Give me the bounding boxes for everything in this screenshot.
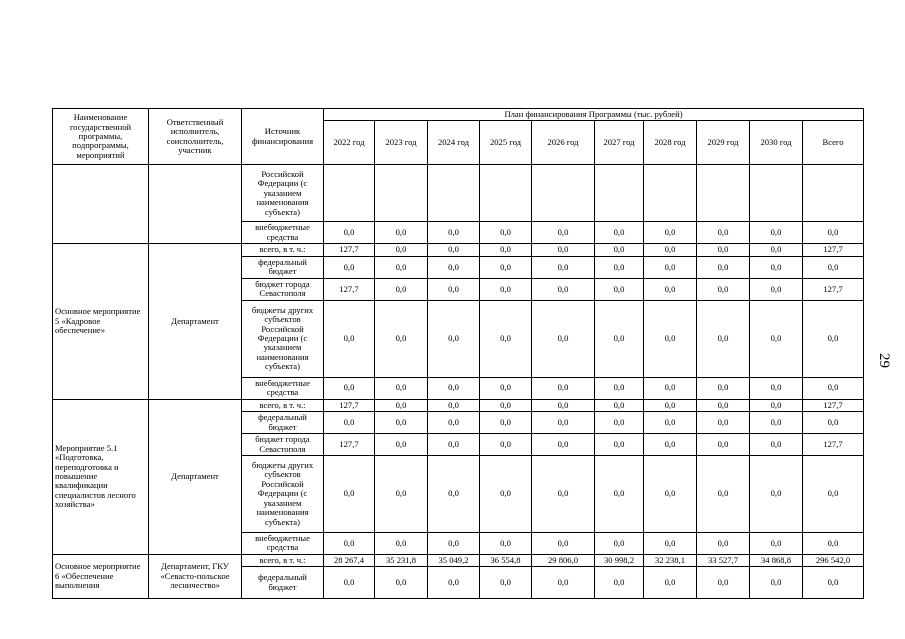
year-value-cell: 0,0 (697, 399, 750, 411)
year-value-cell: 0,0 (480, 222, 532, 244)
total-value-cell: 0,0 (803, 222, 864, 244)
table-row (53, 244, 864, 256)
funding-source-cell: бюджеты других субъектов Российской Федерации (с указанием наименования субъекта) (242, 455, 324, 532)
total-value-cell: 0,0 (803, 256, 864, 278)
year-value-cell: 0,0 (697, 412, 750, 434)
total-value-cell: 0,0 (803, 455, 864, 532)
year-value-cell: 0,0 (750, 244, 803, 256)
year-value-cell: 0,0 (428, 455, 480, 532)
year-value-cell: 0,0 (532, 412, 595, 434)
year-value-cell: 0,0 (532, 434, 595, 456)
funding-source-cell: Российской Федерации (с указанием наименования субъекта) (242, 165, 324, 222)
year-value-cell: 127,7 (324, 278, 375, 300)
table-row (53, 554, 864, 566)
funding-source-cell: федеральный бюджет (242, 256, 324, 278)
year-value-cell (697, 165, 750, 222)
year-value-cell: 0,0 (644, 256, 697, 278)
program-name-cell: Основное мероприятие 6 «Обеспечение выполнения (53, 554, 149, 598)
year-value-cell: 0,0 (324, 412, 375, 434)
year-value-cell (324, 165, 375, 222)
responsible-cell: Департамент (149, 244, 242, 399)
header-program: Наименование государственной программы, подпрограммы, мероприятий (53, 109, 149, 165)
header-year: 2025 год (480, 121, 532, 165)
year-value-cell (532, 165, 595, 222)
table-body (53, 165, 864, 599)
year-value-cell: 0,0 (428, 434, 480, 456)
year-value-cell: 0,0 (697, 455, 750, 532)
year-value-cell: 0,0 (644, 532, 697, 554)
year-value-cell: 0,0 (532, 256, 595, 278)
year-value-cell: 0,0 (697, 377, 750, 399)
year-value-cell: 0,0 (324, 532, 375, 554)
year-value-cell: 0,0 (532, 455, 595, 532)
year-value-cell: 0,0 (750, 278, 803, 300)
year-value-cell: 0,0 (644, 300, 697, 377)
year-value-cell: 0,0 (595, 222, 644, 244)
year-value-cell: 0,0 (428, 412, 480, 434)
year-value-cell: 0,0 (750, 455, 803, 532)
year-value-cell (750, 165, 803, 222)
year-value-cell: 0,0 (750, 399, 803, 411)
year-value-cell: 0,0 (750, 567, 803, 599)
year-value-cell: 36 554,8 (480, 554, 532, 566)
total-value-cell: 127,7 (803, 278, 864, 300)
header-year: 2026 год (532, 121, 595, 165)
total-value-cell: 0,0 (803, 532, 864, 554)
header-year: 2027 год (595, 121, 644, 165)
year-value-cell: 0,0 (375, 532, 428, 554)
year-value-cell: 0,0 (697, 532, 750, 554)
year-value-cell: 0,0 (375, 567, 428, 599)
year-value-cell: 0,0 (480, 532, 532, 554)
year-value-cell: 0,0 (428, 399, 480, 411)
header-year: 2022 год (324, 121, 375, 165)
year-value-cell: 0,0 (324, 377, 375, 399)
funding-source-cell: всего, в т. ч.: (242, 399, 324, 411)
year-value-cell: 0,0 (428, 278, 480, 300)
year-value-cell: 0,0 (532, 300, 595, 377)
year-value-cell: 0,0 (375, 278, 428, 300)
funding-source-cell: внебюджетные средства (242, 377, 324, 399)
year-value-cell: 0,0 (324, 300, 375, 377)
year-value-cell: 0,0 (644, 567, 697, 599)
year-value-cell: 0,0 (697, 222, 750, 244)
year-value-cell: 0,0 (375, 412, 428, 434)
year-value-cell: 28 267,4 (324, 554, 375, 566)
funding-source-cell: всего, в т. ч.: (242, 244, 324, 256)
table-row (53, 165, 864, 222)
year-value-cell (428, 165, 480, 222)
total-value-cell: 0,0 (803, 300, 864, 377)
year-value-cell: 0,0 (595, 278, 644, 300)
year-value-cell: 35 231,8 (375, 554, 428, 566)
year-value-cell: 0,0 (428, 300, 480, 377)
year-value-cell: 0,0 (480, 300, 532, 377)
total-value-cell: 127,7 (803, 434, 864, 456)
funding-source-cell: внебюджетные средства (242, 532, 324, 554)
year-value-cell: 0,0 (532, 244, 595, 256)
year-value-cell: 0,0 (375, 377, 428, 399)
total-value-cell: 0,0 (803, 377, 864, 399)
header-year: 2024 год (428, 121, 480, 165)
year-value-cell: 0,0 (428, 532, 480, 554)
year-value-cell: 0,0 (532, 532, 595, 554)
year-value-cell (595, 165, 644, 222)
header-year: 2029 год (697, 121, 750, 165)
year-value-cell: 0,0 (375, 256, 428, 278)
program-name-cell (53, 165, 149, 244)
header-year: 2028 год (644, 121, 697, 165)
year-value-cell: 0,0 (750, 222, 803, 244)
year-value-cell: 0,0 (697, 278, 750, 300)
year-value-cell: 0,0 (428, 244, 480, 256)
year-value-cell: 0,0 (480, 567, 532, 599)
year-value-cell: 0,0 (595, 377, 644, 399)
responsible-cell: Департамент, ГКУ «Севасто-польское лесничество» (149, 554, 242, 598)
responsible-cell (149, 165, 242, 244)
funding-source-cell: внебюджетные средства (242, 222, 324, 244)
year-value-cell: 0,0 (375, 222, 428, 244)
year-value-cell: 0,0 (697, 567, 750, 599)
year-value-cell: 0,0 (324, 455, 375, 532)
year-value-cell: 0,0 (750, 377, 803, 399)
year-value-cell: 0,0 (375, 434, 428, 456)
year-value-cell: 0,0 (595, 455, 644, 532)
header-source: Источник финансирования (242, 109, 324, 165)
year-value-cell: 0,0 (375, 300, 428, 377)
year-value-cell: 0,0 (644, 455, 697, 532)
year-value-cell: 0,0 (697, 244, 750, 256)
total-value-cell: 296 542,0 (803, 554, 864, 566)
year-value-cell: 0,0 (644, 278, 697, 300)
header-plan-title: План финансирования Программы (тыс. рублей) (324, 109, 864, 121)
year-value-cell: 0,0 (480, 399, 532, 411)
year-value-cell (375, 165, 428, 222)
year-value-cell: 0,0 (697, 300, 750, 377)
funding-source-cell: федеральный бюджет (242, 412, 324, 434)
page-number: 29 (876, 353, 892, 368)
year-value-cell: 0,0 (324, 256, 375, 278)
year-value-cell: 0,0 (595, 532, 644, 554)
total-value-cell: 0,0 (803, 567, 864, 599)
year-value-cell: 0,0 (480, 434, 532, 456)
year-value-cell (644, 165, 697, 222)
year-value-cell: 0,0 (480, 455, 532, 532)
header-year: 2023 год (375, 121, 428, 165)
year-value-cell: 0,0 (750, 532, 803, 554)
year-value-cell: 0,0 (480, 278, 532, 300)
year-value-cell: 0,0 (324, 567, 375, 599)
year-value-cell: 0,0 (644, 434, 697, 456)
header-year: 2030 год (750, 121, 803, 165)
year-value-cell: 0,0 (428, 222, 480, 244)
year-value-cell: 127,7 (324, 244, 375, 256)
funding-source-cell: бюджеты других субъектов Российской Федерации (с указанием наименования субъекта) (242, 300, 324, 377)
year-value-cell: 0,0 (644, 399, 697, 411)
year-value-cell (480, 165, 532, 222)
year-value-cell: 0,0 (644, 412, 697, 434)
year-value-cell: 0,0 (595, 256, 644, 278)
total-value-cell: 127,7 (803, 399, 864, 411)
program-name-cell: Основное мероприятие 5 «Кадровое обеспечение» (53, 244, 149, 399)
year-value-cell: 0,0 (428, 256, 480, 278)
year-value-cell: 0,0 (375, 244, 428, 256)
year-value-cell: 35 049,2 (428, 554, 480, 566)
financing-table (52, 108, 864, 599)
year-value-cell: 0,0 (532, 377, 595, 399)
year-value-cell: 0,0 (375, 399, 428, 411)
year-value-cell: 0,0 (595, 300, 644, 377)
year-value-cell: 0,0 (750, 256, 803, 278)
year-value-cell: 127,7 (324, 434, 375, 456)
year-value-cell: 0,0 (644, 244, 697, 256)
total-value-cell: 0,0 (803, 412, 864, 434)
year-value-cell: 0,0 (532, 222, 595, 244)
year-value-cell: 0,0 (532, 399, 595, 411)
year-value-cell: 32 238,1 (644, 554, 697, 566)
responsible-cell: Департамент (149, 399, 242, 554)
year-value-cell: 0,0 (532, 278, 595, 300)
year-value-cell: 0,0 (644, 222, 697, 244)
header-responsible: Ответственный исполнитель, соисполнитель, участник (149, 109, 242, 165)
header-total: Всего (803, 121, 864, 165)
year-value-cell: 0,0 (750, 434, 803, 456)
year-value-cell: 0,0 (532, 567, 595, 599)
year-value-cell: 0,0 (750, 412, 803, 434)
year-value-cell: 0,0 (480, 244, 532, 256)
funding-source-cell: федеральный бюджет (242, 567, 324, 599)
year-value-cell: 0,0 (324, 222, 375, 244)
year-value-cell: 0,0 (750, 300, 803, 377)
table-header (53, 109, 864, 165)
year-value-cell: 0,0 (595, 567, 644, 599)
year-value-cell: 33 527,7 (697, 554, 750, 566)
year-value-cell: 0,0 (480, 377, 532, 399)
year-value-cell: 30 998,2 (595, 554, 644, 566)
year-value-cell: 0,0 (644, 377, 697, 399)
program-name-cell: Мероприятие 5.1 «Подготовка, переподготовка и повышение квалификации специалистов лесного хозяйства» (53, 399, 149, 554)
year-value-cell: 0,0 (697, 256, 750, 278)
year-value-cell: 0,0 (595, 244, 644, 256)
year-value-cell: 0,0 (428, 377, 480, 399)
year-value-cell: 29 806,0 (532, 554, 595, 566)
year-value-cell: 127,7 (324, 399, 375, 411)
year-value-cell: 0,0 (595, 412, 644, 434)
funding-source-cell: бюджет города Севастополя (242, 278, 324, 300)
year-value-cell: 0,0 (375, 455, 428, 532)
total-value-cell (803, 165, 864, 222)
funding-source-cell: бюджет города Севастополя (242, 434, 324, 456)
year-value-cell: 0,0 (697, 434, 750, 456)
year-value-cell: 0,0 (428, 567, 480, 599)
year-value-cell: 0,0 (480, 412, 532, 434)
funding-source-cell: всего, в т. ч.: (242, 554, 324, 566)
year-value-cell: 0,0 (480, 256, 532, 278)
total-value-cell: 127,7 (803, 244, 864, 256)
table-row (53, 399, 864, 411)
year-value-cell: 0,0 (595, 399, 644, 411)
year-value-cell: 0,0 (595, 434, 644, 456)
year-value-cell: 34 868,8 (750, 554, 803, 566)
